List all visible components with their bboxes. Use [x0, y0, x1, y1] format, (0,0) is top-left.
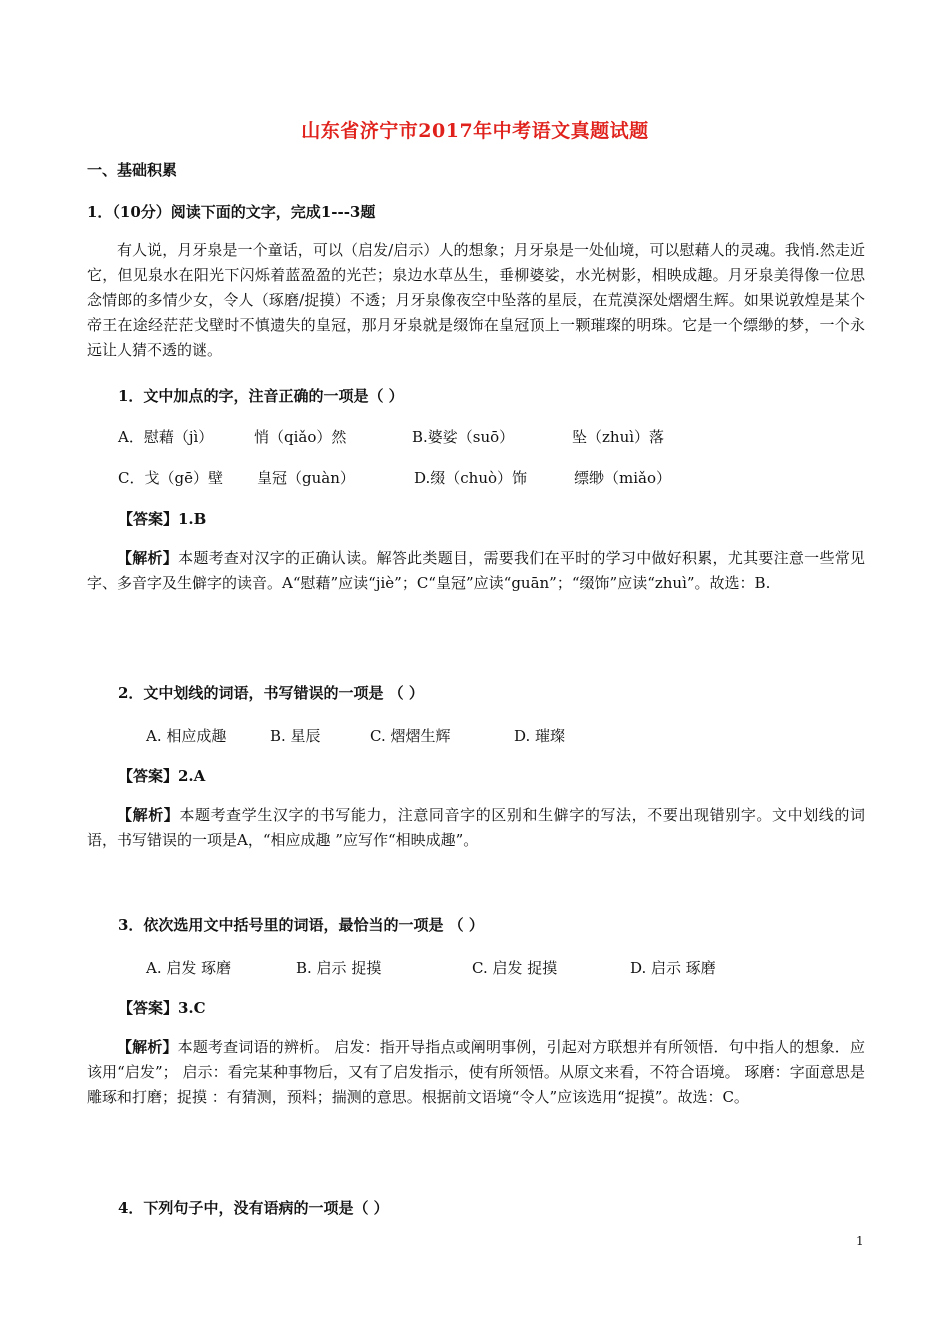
q1-analysis-text: 本题考查对汉字的正确认读。解答此类题目，需要我们在平时的学习中做好积累，尤其要注意一些常见字、多音字及生僻字的读音。A“慰藉”应读“jiè”；C“皇冠”应读“guān”；“缀饰”应读“zhuì”。故选：B.: [87, 549, 865, 592]
reading-passage: 有人说，月牙泉是一个童话，可以（启发/启示）人的想象；月牙泉是一处仙境，可以慰藉人的灵魂。我悄.然走近它，但见泉水在阳光下闪烁着蓝盈盈的光芒；泉边水草丛生，垂柳婆娑，水光树影，相映成趣。月牙泉美得像一位思念情郎的多情少女，令人（琢磨/捉摸）不透；月牙泉像夜空中坠落的星辰，在荒漠深处熠熠生辉。如果说敦煌是某个帝王在途经茫茫戈壁时不慎遗失的皇冠，那月牙泉就是缀饰在皇冠顶上一颗璀璨的明珠。它是一个缥缈的梦，一个永远让人猜不透的谜。: [87, 241, 865, 359]
page-number: 1: [856, 1234, 864, 1248]
q3-option-d: D. 启示 琢磨: [630, 959, 716, 977]
question-group-heading: 1．（10分）阅读下面的文字，完成1---3题: [87, 203, 376, 221]
question-1-stem: 1．文中加点的字，注音正确的一项是（ ）: [118, 387, 404, 405]
q1-analysis: [87, 546, 865, 596]
q3-answer: 【答案】3.C: [118, 999, 206, 1017]
question-3-stem: 3．依次选用文中括号里的词语，最恰当的一项是 （ ）: [118, 916, 484, 934]
q1-option-d1: D.缀（chuò）饰: [414, 469, 528, 487]
q2-analysis-text: 本题考查学生汉字的书写能力，注意同音字的区别和生僻字的写法，不要出现错别字。文中划线的词语，书写错误的一项是A，“相应成趣 ”应写作“相映成趣”。: [87, 806, 865, 849]
q3-analysis-label: 【解析】: [117, 1038, 178, 1056]
q1-answer: 【答案】1.B: [118, 510, 207, 528]
q3-analysis-text: 本题考查词语的辨析。 启发：指开导指点或阐明事例，引起对方联想并有所领悟．句中指人的想象．应该用“启发”； 启示：看完某种事物后，又有了启发指示，使有所领悟。从原文来看，不符合语境。 琢磨：字面意思是雕琢和打磨；捉摸 ：有猜测，预料；揣测的意思。根据前文语境“令人”应该选用“捉摸”。故选：C。: [87, 1038, 865, 1106]
q1-option-b2: 坠（zhuì）落: [572, 428, 665, 446]
question-4-stem: 4．下列句子中，没有语病的一项是（ ）: [118, 1199, 389, 1217]
question-2-stem: 2．文中划线的词语，书写错误的一项是 （ ）: [118, 684, 424, 702]
document-title: 山东省济宁市2017年中考语文真题试题: [301, 120, 649, 142]
q3-analysis: [87, 1035, 865, 1110]
q3-option-a: A. 启发 琢磨: [146, 959, 232, 977]
q2-answer: 【答案】2.A: [118, 767, 206, 785]
q1-option-d2: 缥缈（miǎo）: [574, 469, 671, 487]
q2-option-a: A. 相应成趣: [146, 727, 227, 745]
q1-option-c1: C．戈（gē）壁: [118, 469, 223, 487]
q3-option-c: C. 启发 捉摸: [472, 959, 558, 977]
q1-analysis-label: 【解析】: [117, 549, 179, 567]
q2-analysis-label: 【解析】: [117, 806, 180, 824]
q2-option-b: B. 星辰: [270, 727, 321, 745]
q1-option-a1: A．慰藉（jì）: [118, 428, 214, 446]
q2-option-d: D. 璀璨: [514, 727, 566, 745]
q1-option-b1: B.婆娑（suō）: [412, 428, 515, 446]
q1-option-a2: 悄（qiǎo）然: [254, 428, 347, 446]
q2-option-c: C. 熠熠生辉: [370, 727, 451, 745]
q1-option-c2: 皇冠（guàn）: [257, 469, 355, 487]
section-heading: 一、基础积累: [87, 161, 178, 179]
q2-analysis: [87, 803, 865, 853]
q3-option-b: B. 启示 捉摸: [296, 959, 382, 977]
